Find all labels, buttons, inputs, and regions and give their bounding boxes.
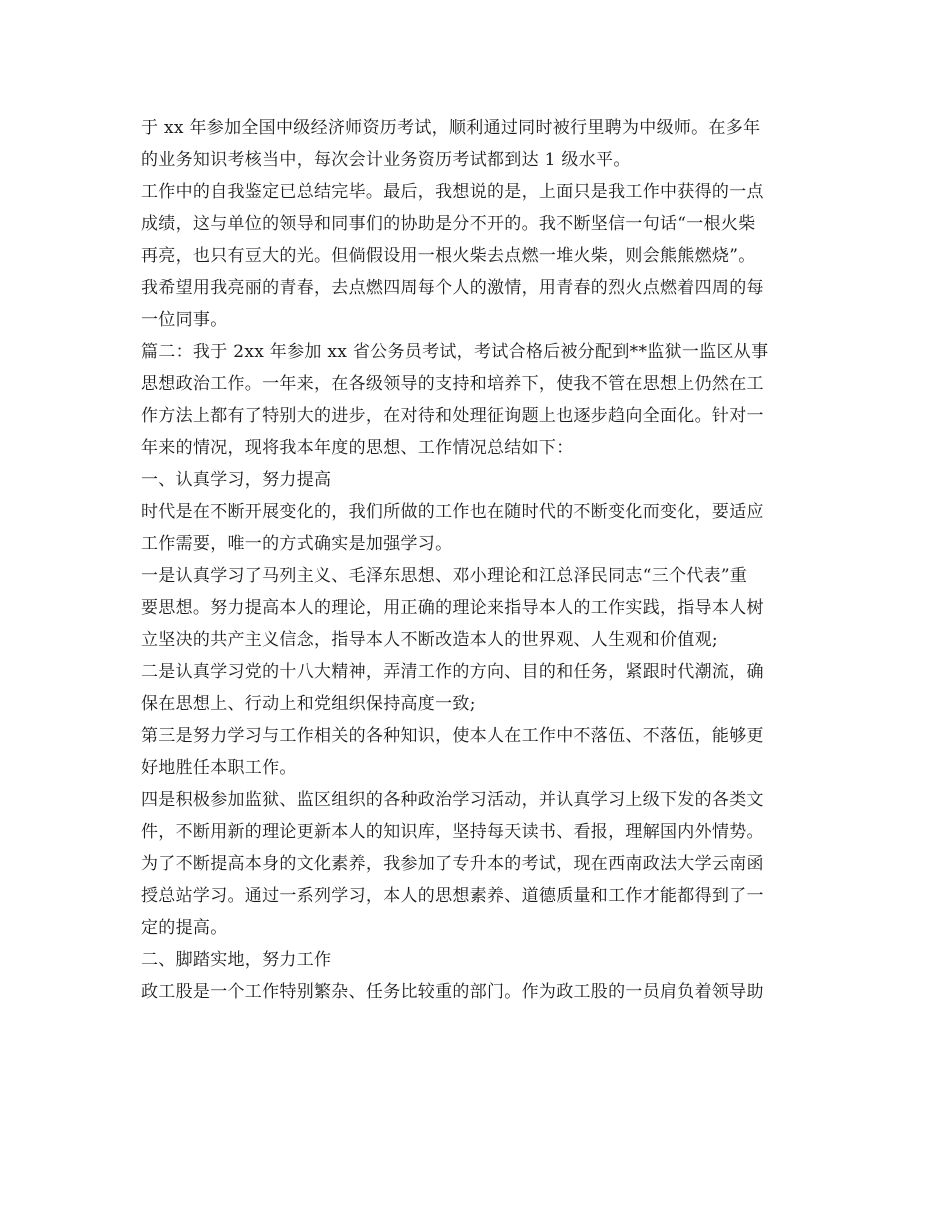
text-line: 一是认真学习了马列主义、毛泽东思想、邓小理论和江总泽民同志“三个代表”重	[141, 566, 748, 586]
text-line: 年来的情况，现将我本年度的思想、工作情况总结如下：	[141, 438, 574, 458]
text-line: 一位同事。	[141, 310, 228, 330]
text-line: 篇二：我于 2xx 年参加 xx 省公务员考试，考试合格后被分配到**监狱一监区从事	[141, 342, 769, 362]
text-line: 作方法上都有了特别大的进步，在对待和处理征询题上也逐步趋向全面化。针对一	[141, 406, 764, 426]
text-line: 立坚决的共产主义信念，指导本人不断改造本人的世界观、人生观和价值观;	[141, 630, 718, 650]
text-line: 工作中的自我鉴定已总结完毕。最后，我想说的是，上面只是我工作中获得的一点	[141, 182, 764, 202]
text-line: 思想政治工作。一年来，在各级领导的支持和培养下，使我不管在思想上仍然在工	[141, 374, 764, 394]
text-line: 工作需要，唯一的方式确实是加强学习。	[141, 534, 453, 554]
text-line: 好地胜任本职工作。	[141, 758, 297, 778]
text-line: 第三是努力学习与工作相关的各种知识，使本人在工作中不落伍、不落伍，能够更	[141, 726, 764, 746]
text-line: 二是认真学习党的十八大精神，弄清工作的方向、目的和任务，紧跟时代潮流，确	[141, 662, 764, 682]
text-line: 的业务知识考核当中，每次会计业务资历考试都到达 1 级水平。	[141, 150, 631, 170]
text-line: 我希望用我亮丽的青春，去点燃四周每个人的激情，用青春的烈火点燃着四周的每	[141, 278, 764, 298]
text-line: 件，不断用新的理论更新本人的知识库，坚持每天读书、看报，理解国内外情势。	[141, 822, 764, 842]
text-line: 于 xx 年参加全国中级经济师资历考试，顺利通过同时被行里聘为中级师。在多年	[141, 118, 761, 138]
text-line: 成绩，这与单位的领导和同事们的协助是分不开的。我不断坚信一句话“一根火柴	[141, 214, 756, 234]
text-line: 保在思想上、行动上和党组织保持高度一致;	[141, 694, 476, 714]
text-line: 授总站学习。通过一系列学习，本人的思想素养、道德质量和工作才能都得到了一	[141, 886, 764, 906]
document-body	[141, 112, 813, 1008]
text-line: 为了不断提高本身的文化素养，我参加了专升本的考试，现在西南政法大学云南函	[141, 854, 764, 874]
text-line: 政工股是一个工作特别繁杂、任务比较重的部门。作为政工股的一员肩负着领导助	[141, 982, 764, 1002]
text-line: 时代是在不断开展变化的，我们所做的工作也在随时代的不断变化而变化，要适应	[141, 502, 764, 522]
section-heading: 一、认真学习，努力提高	[141, 470, 332, 490]
section-heading: 二、脚踏实地，努力工作	[141, 950, 332, 970]
text-line: 要思想。努力提高本人的理论，用正确的理论来指导本人的工作实践，指导本人树	[141, 598, 764, 618]
text-line: 四是积极参加监狱、监区组织的各种政治学习活动，并认真学习上级下发的各类文	[141, 790, 764, 810]
text-line: 再亮，也只有豆大的光。但倘假设用一根火柴去点燃一堆火柴，则会熊熊燃烧”。	[141, 246, 756, 266]
text-line: 定的提高。	[141, 918, 228, 938]
